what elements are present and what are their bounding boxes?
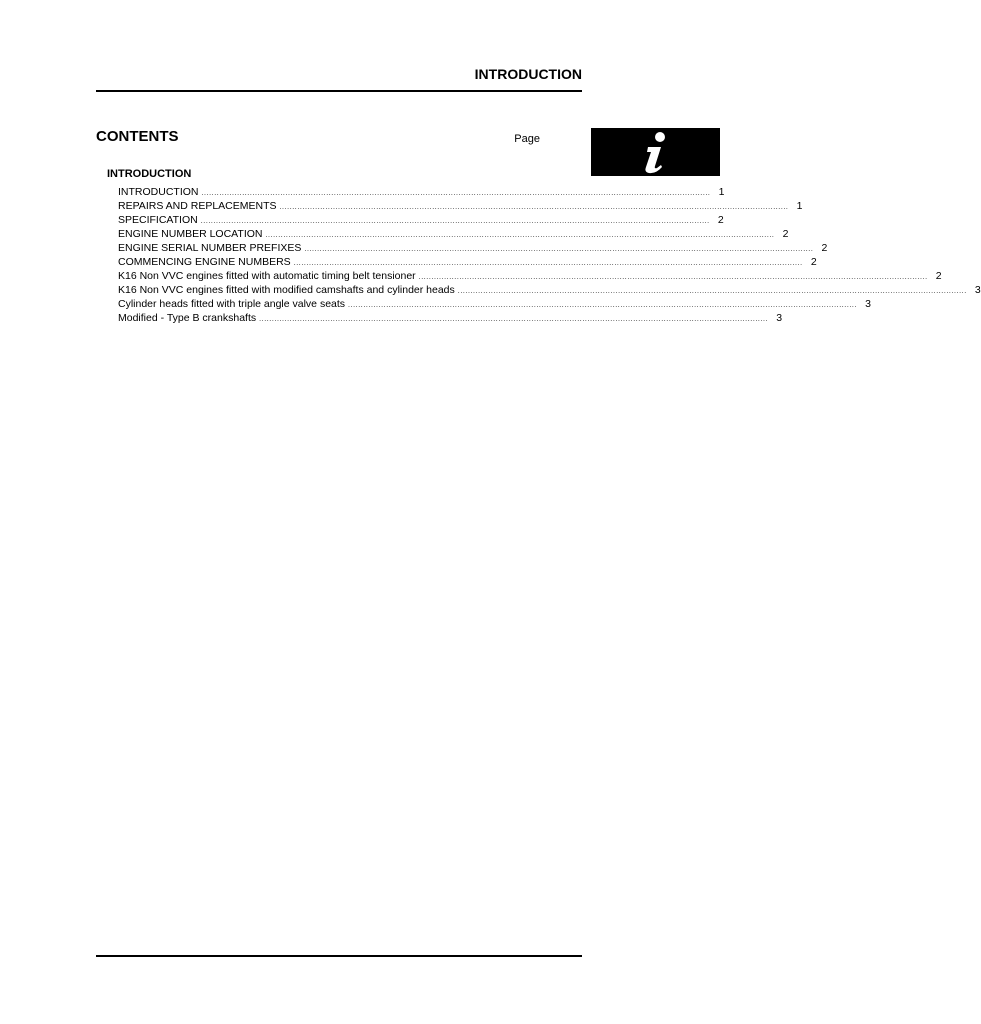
toc-entry-page: 2: [717, 214, 724, 226]
toc-dot-leader: ........................................................................................................................................................................................................: [265, 232, 775, 239]
toc-list: [118, 185, 981, 325]
toc-entry[interactable]: [118, 199, 803, 213]
page-column-label: Page: [514, 133, 540, 145]
toc-dot-leader: ........................................................................................................................................................................................................: [259, 316, 769, 323]
toc-entry[interactable]: [118, 311, 783, 325]
toc-entry[interactable]: [118, 297, 872, 311]
toc-entry-text: REPAIRS AND REPLACEMENTS: [118, 200, 277, 212]
info-icon: [639, 130, 673, 174]
toc-entry[interactable]: [118, 227, 789, 241]
toc-entry-text: ENGINE NUMBER LOCATION: [118, 228, 263, 240]
toc-entry-page: 1: [796, 200, 803, 212]
section-tab: [591, 128, 720, 176]
toc-entry[interactable]: [118, 241, 828, 255]
toc-entry-page: 3: [974, 284, 981, 296]
toc-entry-text: INTRODUCTION: [118, 186, 199, 198]
toc-entry-page: 2: [821, 242, 828, 254]
toc-entry[interactable]: [118, 255, 817, 269]
toc-entry-page: 1: [718, 186, 725, 198]
toc-dot-leader: ........................................................................................................................................................................................................: [304, 246, 814, 253]
section-title: INTRODUCTION: [107, 168, 192, 180]
toc-dot-leader: ........................................................................................................................................................................................................: [279, 204, 789, 211]
toc-entry-text: COMMENCING ENGINE NUMBERS: [118, 256, 291, 268]
toc-entry[interactable]: [118, 283, 981, 297]
footer-rule: [96, 955, 582, 957]
toc-entry-text: K16 Non VVC engines fitted with automatic timing belt tensioner: [118, 270, 416, 282]
toc-dot-leader: ........................................................................................................................................................................................................: [457, 288, 967, 295]
header-rule: [96, 90, 582, 92]
toc-entry-page: 3: [865, 298, 872, 310]
contents-heading: CONTENTS: [96, 128, 179, 145]
toc-entry[interactable]: [118, 269, 942, 283]
toc-entry-text: K16 Non VVC engines fitted with modified camshafts and cylinder heads: [118, 284, 455, 296]
toc-entry-page: 2: [782, 228, 789, 240]
toc-entry-text: Modified - Type B crankshafts: [118, 312, 257, 324]
toc-entry-page: 3: [776, 312, 783, 324]
toc-dot-leader: ........................................................................................................................................................................................................: [201, 190, 711, 197]
toc-dot-leader: ........................................................................................................................................................................................................: [418, 274, 928, 281]
page-header-title: INTRODUCTION: [474, 66, 582, 82]
toc-dot-leader: ........................................................................................................................................................................................................: [293, 260, 803, 267]
toc-entry-text: SPECIFICATION: [118, 214, 198, 226]
toc-entry[interactable]: [118, 213, 724, 227]
toc-dot-leader: ........................................................................................................................................................................................................: [348, 302, 858, 309]
toc-entry-text: Cylinder heads fitted with triple angle valve seats: [118, 298, 346, 310]
toc-entry-page: 2: [810, 256, 817, 268]
toc-entry-page: 2: [935, 270, 942, 282]
toc-entry-text: ENGINE SERIAL NUMBER PREFIXES: [118, 242, 302, 254]
toc-entry[interactable]: [118, 185, 725, 199]
toc-dot-leader: ........................................................................................................................................................................................................: [200, 218, 710, 225]
